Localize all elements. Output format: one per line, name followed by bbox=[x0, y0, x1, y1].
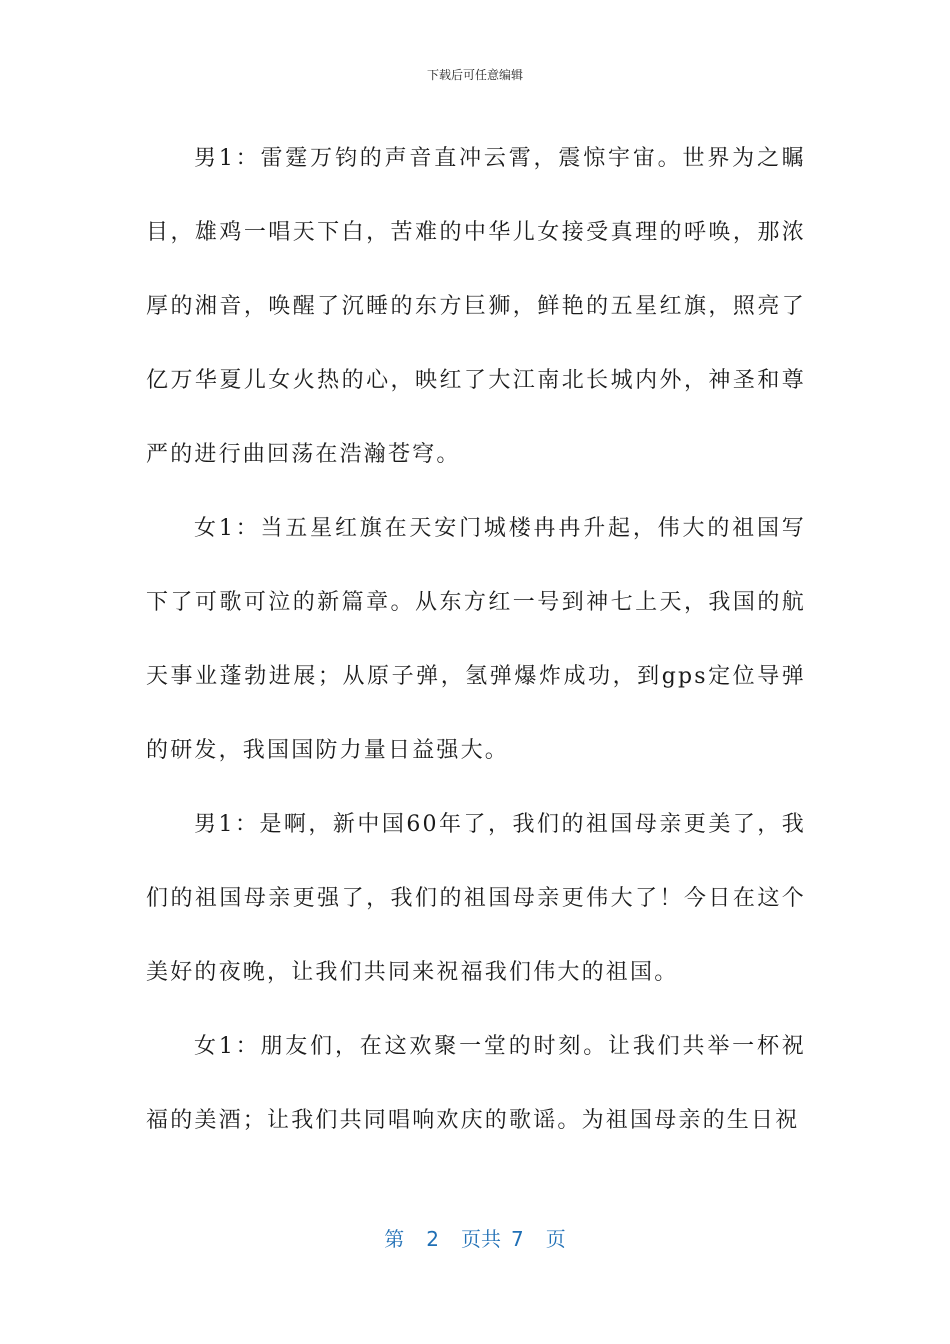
document-body bbox=[146, 122, 806, 1158]
paragraph-2: 女1：当五星红旗在天安门城楼冉冉升起，伟大的祖国写下了可歌可泣的新篇章。从东方红一号到神七上天，我国的航天事业蓬勃进展；从原子弹，氢弹爆炸成功，到gps定位导弹的研发，我国国防力量日益强大。 bbox=[146, 516, 806, 763]
footer-prefix: 第 bbox=[384, 1227, 405, 1251]
page-header: 下载后可任意编辑 bbox=[426, 68, 523, 82]
footer-page-number: 2 bbox=[426, 1227, 439, 1251]
paragraph-3: 男1：是啊，新中国60年了，我们的祖国母亲更美了，我们的祖国母亲更强了，我们的祖国母亲更伟大了！今日在这个美好的夜晚，让我们共同来祝福我们伟大的祖国。 bbox=[146, 812, 806, 985]
footer-middle: 页共 bbox=[461, 1227, 501, 1251]
footer-suffix: 页 bbox=[545, 1227, 566, 1251]
footer-total-pages: 7 bbox=[511, 1227, 524, 1251]
paragraph-4: 女1：朋友们，在这欢聚一堂的时刻。让我们共举一杯祝福的美酒；让我们共同唱响欢庆的歌谣。为祖国母亲的生日祝 bbox=[146, 1034, 806, 1133]
paragraph-1: 男1：雷霆万钧的声音直冲云霄，震惊宇宙。世界为之瞩目，雄鸡一唱天下白，苦难的中华儿女接受真理的呼唤，那浓厚的湘音，唤醒了沉睡的东方巨狮，鲜艳的五星红旗，照亮了亿万华夏儿女火热的心，映红了大江南北长城内外，神圣和尊严的进行曲回荡在浩瀚苍穹。 bbox=[146, 146, 806, 467]
page-footer bbox=[0, 1224, 950, 1254]
